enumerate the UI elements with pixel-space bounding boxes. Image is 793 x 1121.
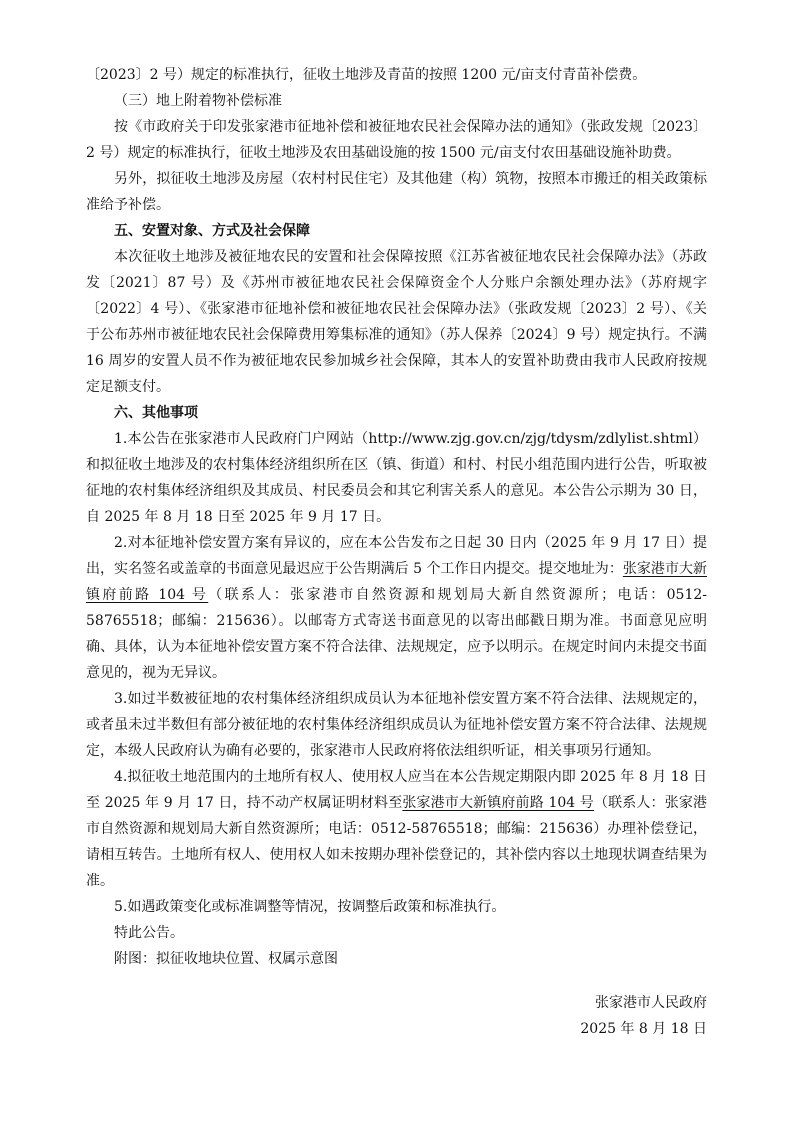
paragraph-item-2-objections [86,530,707,686]
paragraph-item-1-publication: 1.本公告在张家港市人民政府门户网站（http://www.zjg.gov.cn/zjg/tdysm/zdlylist.shtml）和拟征收土地涉及的农村集体经济组织所在区（镇、街道）和村、村民小组范围内进行公告，听取被征地的农村集体经济组织及其成员、村民委员会和其它利害关系人的意见。本公告公示期为 30 日，自 2025 年 8 月 18 日至 2025 年 9 月 17 日。 [86,431,707,525]
item-2-text-b: （联系人：张家港市自然资源和规划局大新自然资源所；电话：0512-58765518；邮编：215636）。以邮寄方式寄送书面意见的以寄出邮戳日期为准。书面意见应明确、具体，认为本征地补偿安置方案不符合法律、法规规定，应予以明示。在规定时间内未提交书面意见的，视为无异议。 [86,587,708,681]
item-4-text-a: 4.拟征收土地范围内的土地所有权人、使用权人应当在本公告规定期限内即 2025 年 8 月 18 日至 2025 年 9 月 17 日，持不动产权属证明材料至 [86,769,707,811]
issue-date: 2025 年 8 月 18 日 [580,1021,707,1037]
paragraph-item-5-policy-change: 5.如遇政策变化或标准调整等情况，按调整后政策和标准执行。 [114,899,506,915]
item-2-text-a: 2.对本征地补偿安置方案有异议的，应在本公告发布之日起 30 日内（2025 年 9 月 17 日）提出，实名签名或盖章的书面意见最迟应于公告期满后 5 个工作日内提交。提交地址为： [86,535,707,577]
item-4-address: 张家港市大新镇府前路 104 号 [402,795,594,811]
document-body [86,62,707,972]
attachment-note: 附图：拟征收地块位置、权属示意图 [114,951,338,967]
section-heading-resettlement: 五、安置对象、方式及社会保障 [114,223,310,239]
paragraph-green-crop-compensation: 〔2023〕2 号）规定的标准执行，征收土地涉及青苗的按照 1200 元/亩支付青苗补偿费。 [86,67,647,83]
item-2-address: 张家港市大新镇府前路 104 号 [86,561,707,603]
paragraph-farmland-infrastructure: 按《市政府关于印发张家港市征地补偿和被征地农民社会保障办法的通知》（张政发规〔2023〕2 号）规定的标准执行，征收土地涉及农田基础设施的按 1500 元/亩支付农田基础设施补助费。 [86,119,707,161]
signature-block [580,990,707,1042]
paragraph-social-security: 本次征收土地涉及被征地农民的安置和社会保障按照《江苏省被征地农民社会保障办法》（苏政发〔2021〕87 号）及《苏州市被征地农民社会保障资金个人分账户余额处理办法》（苏府规字〔2022〕4 号）、《张家港市征地补偿和被征地农民社会保障办法》（张政发规〔2023〕2 号）、《关于公布苏州市被征地农民社会保障费用筹集标准的通知》（苏人保养〔2024〕9 号）规定执行。不满 16 周岁的安置人员不作为被征地农民参加城乡社会保障，其本人的安置补助费由我市人民政府按规定足额支付。 [86,249,707,395]
subheading-attachments-standard: （三）地上附着物补偿标准 [114,93,282,109]
paragraph-item-3-hearing: 3.如过半数被征地的农村集体经济组织成员认为本征地补偿安置方案不符合法律、法规规定的，或者虽未过半数但有部分被征地的农村集体经济组织成员认为征地补偿安置方案不符合法律、法规规定，本级人民政府认为确有必要的，张家港市人民政府将依法组织听证，相关事项另行通知。 [86,691,707,759]
paragraph-housing-compensation: 另外，拟征收土地涉及房屋（农村村民住宅）及其他建（构）筑物，按照本市搬迁的相关政策标准给予补偿。 [86,171,707,213]
section-heading-other-matters: 六、其他事项 [114,405,198,421]
paragraph-item-4-registration [86,764,707,894]
issuing-authority: 张家港市人民政府 [595,995,707,1011]
item-4-text-b: （联系人：张家港市自然资源和规划局大新自然资源所；电话：0512-58765518；邮编：215636）办理补偿登记，请相互转告。土地所有权人、使用权人如未按期办理补偿登记的，其补偿内容以土地现状调查结果为准。 [86,795,707,889]
closing-statement: 特此公告。 [114,925,184,941]
